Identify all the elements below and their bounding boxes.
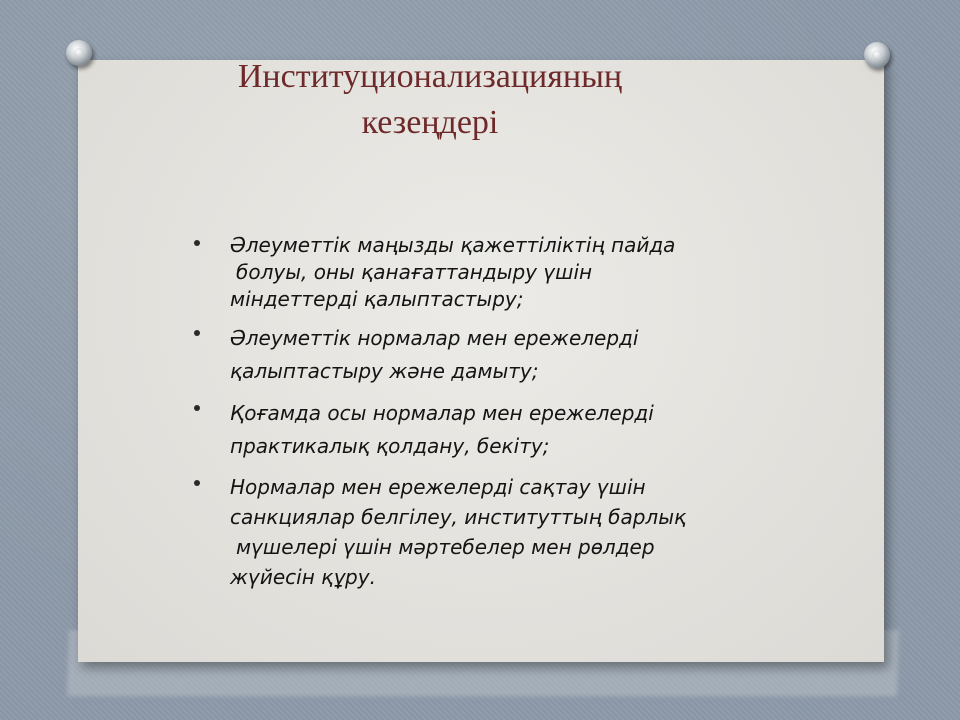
bullet-icon bbox=[194, 405, 200, 411]
list-item bbox=[192, 397, 832, 463]
bullet-line: Әлеуметтік нормалар мен ережелерді bbox=[230, 326, 639, 350]
bullet-icon bbox=[194, 480, 200, 486]
bullet-line: санкциялар белгілеу, институттың барлық bbox=[230, 505, 687, 529]
bullet-line: мүшелері үшін мәртебелер мен рөлдер bbox=[236, 535, 655, 559]
pushpin-icon bbox=[66, 40, 92, 66]
title-line-2: кезеңдері bbox=[361, 104, 499, 141]
bullet-line: практикалық қолдану, бекіту; bbox=[230, 434, 550, 458]
bullet-line: Әлеуметтік маңызды қажеттіліктің пайда bbox=[230, 233, 676, 257]
list-item bbox=[192, 472, 832, 592]
list-item bbox=[192, 232, 832, 313]
pushpin-icon bbox=[864, 42, 890, 68]
bullet-icon bbox=[194, 240, 200, 246]
bullet-line: міндеттерді қалыптастыру; bbox=[230, 287, 524, 311]
title-line-1: Институционализацияның bbox=[237, 58, 623, 95]
bullet-line: жүйесін құру. bbox=[230, 565, 376, 589]
bullet-icon bbox=[194, 330, 200, 336]
bullet-line: қалыптастыру және дамыту; bbox=[230, 359, 539, 383]
bullet-line: болуы, оны қанағаттандыру үшін bbox=[236, 260, 593, 284]
slide-title bbox=[150, 54, 710, 146]
bullet-line: Қоғамда осы нормалар мен ережелерді bbox=[230, 401, 654, 425]
bullet-list bbox=[192, 232, 832, 592]
bullet-line: Нормалар мен ережелерді сақтау үшін bbox=[230, 475, 646, 499]
list-item bbox=[192, 322, 832, 388]
